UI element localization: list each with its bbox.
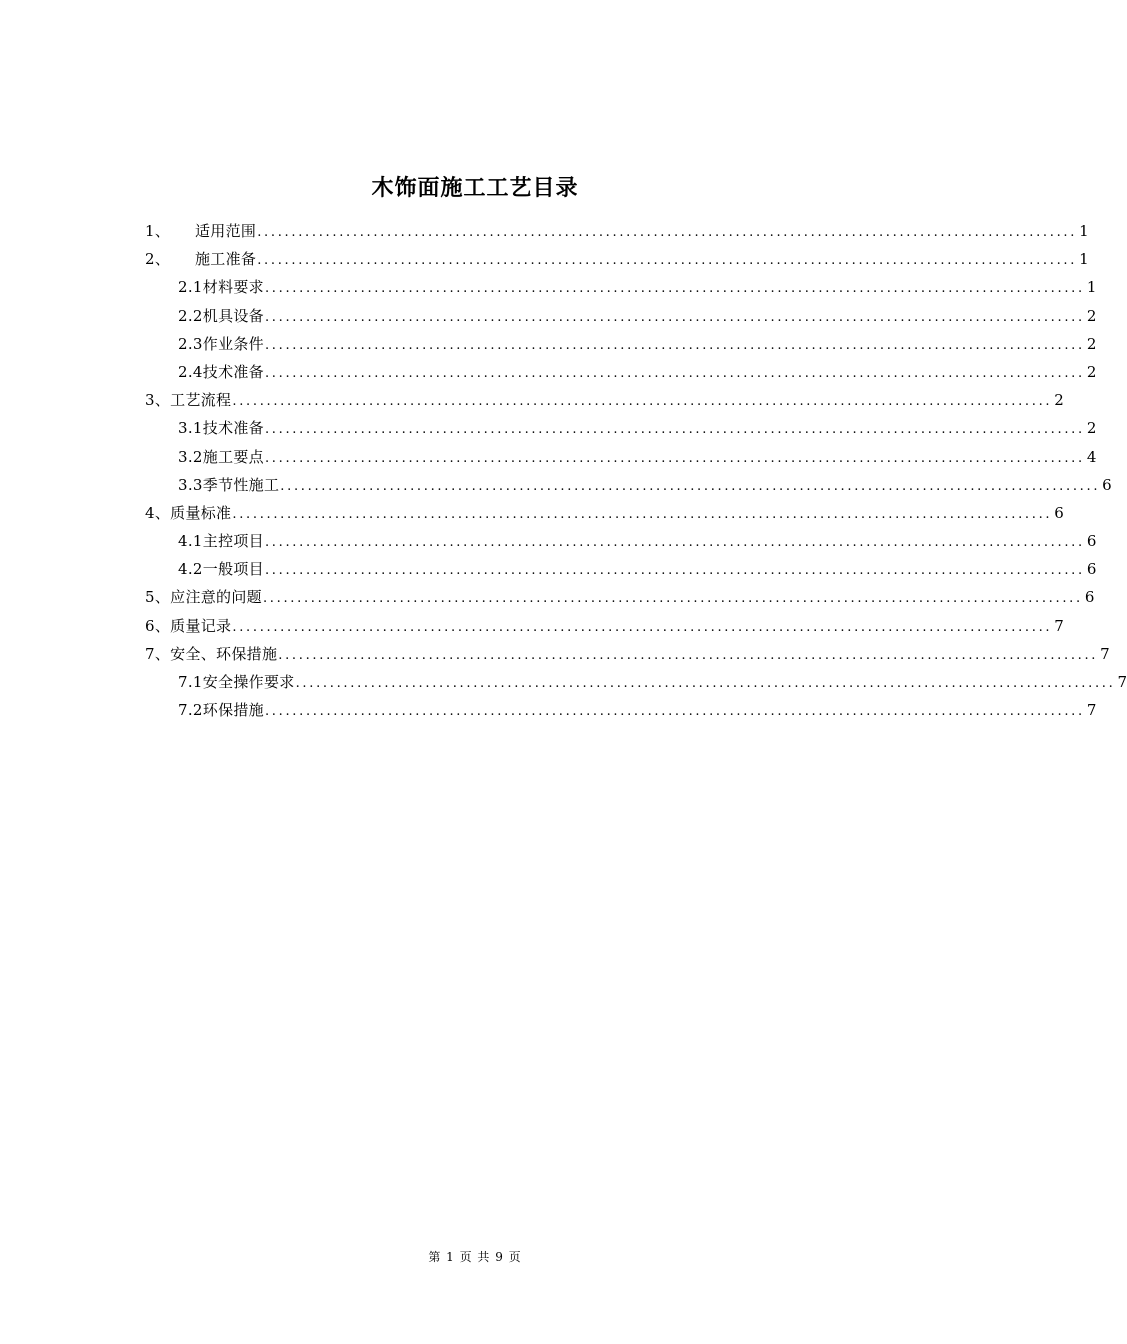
- toc-entry[interactable]: [145, 557, 1097, 585]
- toc-entry-text: 安全操作要求: [202, 673, 295, 691]
- toc-entry[interactable]: [145, 332, 1097, 360]
- toc-entry-number: 7.1: [178, 673, 203, 691]
- toc-entry-label: [178, 332, 264, 356]
- toc-entry-label: [145, 642, 277, 666]
- toc-entry-label: [145, 247, 256, 271]
- toc-page-number: 2: [1086, 362, 1097, 381]
- toc-entry[interactable]: [145, 529, 1097, 557]
- toc-dot-leader: ........................................................................................................................: [278, 647, 1099, 663]
- toc-entry-label: [178, 304, 264, 328]
- toc-dot-leader: ........................................................................................................................: [232, 619, 1053, 635]
- toc-entry-label: [178, 557, 264, 581]
- toc-entry-number: 4、: [145, 503, 171, 522]
- toc-entry-text: 技术准备: [202, 362, 264, 381]
- toc-entry-number: 3.1: [178, 419, 203, 438]
- toc-entry[interactable]: [145, 501, 1065, 529]
- page-title: 木饰面施工工艺目录: [371, 176, 579, 201]
- toc-entry-text: 季节性施工: [202, 475, 280, 494]
- toc-entry-label: [178, 445, 264, 469]
- toc-entry-number: 2、: [145, 250, 171, 269]
- toc-entry-label: [145, 614, 231, 638]
- toc-entry-text: 材料要求: [202, 278, 264, 297]
- toc-dot-leader: ........................................................................................................................: [264, 450, 1085, 466]
- toc-dot-leader: ........................................................................................................................: [264, 422, 1085, 438]
- toc-entry-text: 工艺流程: [170, 391, 232, 410]
- toc-entry-number: 2.1: [178, 278, 203, 297]
- toc-entry-label: [145, 585, 262, 609]
- toc-page-number: 6: [1086, 532, 1097, 551]
- toc-dot-leader: ........................................................................................................................: [264, 563, 1085, 579]
- toc-entry-label: [145, 501, 231, 525]
- toc-entry[interactable]: [145, 642, 1110, 670]
- toc-entry-text: 适用范围: [195, 222, 257, 240]
- toc-dot-leader: ........................................................................................................................: [295, 676, 1116, 691]
- toc-page-number: 7: [1054, 616, 1065, 635]
- toc-entry[interactable]: [145, 219, 1089, 247]
- table-of-contents: [145, 219, 1127, 726]
- toc-entry-text: 机具设备: [202, 306, 264, 325]
- toc-page-number: 6: [1084, 588, 1095, 607]
- toc-entry-number: 1、: [145, 222, 171, 240]
- toc-page-number: 1: [1079, 222, 1089, 240]
- toc-entry-number: 4.2: [178, 560, 203, 579]
- toc-entry-number: 2.3: [178, 334, 203, 353]
- toc-entry-label: [178, 670, 295, 694]
- page-footer: 第 1 页 共 9 页: [428, 1250, 522, 1264]
- toc-entry[interactable]: [145, 416, 1097, 444]
- toc-dot-leader: ........................................................................................................................: [280, 478, 1101, 494]
- toc-entry-label: [178, 360, 264, 384]
- toc-entry[interactable]: [145, 247, 1089, 275]
- toc-entry-text: 环保措施: [202, 701, 264, 720]
- toc-entry-label: [178, 698, 264, 722]
- toc-page-number: 4: [1086, 447, 1097, 466]
- toc-entry[interactable]: [145, 360, 1097, 388]
- toc-entry[interactable]: [145, 614, 1065, 642]
- toc-entry[interactable]: [145, 670, 1127, 698]
- toc-page-number: 7: [1100, 644, 1110, 663]
- toc-entry-text: 安全、环保措施: [170, 644, 278, 663]
- toc-page-number: 2: [1054, 391, 1065, 410]
- toc-page-number: 2: [1086, 334, 1097, 353]
- toc-entry[interactable]: [145, 388, 1065, 416]
- toc-dot-leader: ........................................................................................................................: [232, 394, 1053, 410]
- toc-dot-leader: ........................................................................................................................: [232, 506, 1053, 522]
- toc-entry-number: 7.2: [178, 701, 203, 720]
- toc-entry[interactable]: [145, 304, 1097, 332]
- toc-dot-leader: ........................................................................................................................: [262, 591, 1083, 607]
- toc-entry-label: [178, 416, 264, 440]
- toc-entry-text: 施工准备: [195, 250, 257, 269]
- toc-page-number: 1: [1079, 250, 1089, 269]
- toc-entry-number: 2.2: [178, 306, 203, 325]
- toc-entry-text: 施工要点: [202, 447, 264, 466]
- toc-entry[interactable]: [145, 473, 1113, 501]
- toc-dot-leader: ........................................................................................................................: [264, 281, 1085, 297]
- toc-entry-label: [178, 473, 279, 497]
- toc-entry-text: 作业条件: [202, 334, 264, 353]
- toc-page-number: 1: [1086, 278, 1097, 297]
- toc-page-number: 6: [1086, 560, 1097, 579]
- toc-dot-leader: ........................................................................................................................: [264, 365, 1085, 381]
- toc-entry-number: 7、: [145, 644, 171, 663]
- toc-page-number: 7: [1117, 673, 1127, 691]
- toc-dot-leader: ........................................................................................................................: [264, 309, 1085, 325]
- toc-entry-text: 一般项目: [202, 560, 264, 579]
- toc-entry-text: 质量标准: [170, 503, 232, 522]
- toc-entry-number: 3.3: [178, 475, 203, 494]
- toc-entry[interactable]: [145, 585, 1095, 613]
- toc-entry-text: 技术准备: [202, 419, 264, 438]
- toc-dot-leader: ........................................................................................................................: [264, 337, 1085, 353]
- toc-entry[interactable]: [145, 445, 1097, 473]
- toc-dot-leader: ........................................................................................................................: [257, 225, 1078, 240]
- toc-entry[interactable]: [145, 698, 1097, 726]
- toc-entry-number: 4.1: [178, 532, 203, 551]
- toc-page-number: 2: [1086, 419, 1097, 438]
- toc-page-number: 7: [1086, 701, 1097, 720]
- toc-entry-text: 主控项目: [202, 532, 264, 551]
- toc-page-number: 6: [1102, 475, 1113, 494]
- toc-entry-number: 3、: [145, 391, 171, 410]
- toc-entry-number: 6、: [145, 616, 171, 635]
- toc-entry-text: 应注意的问题: [170, 588, 262, 607]
- toc-page-number: 2: [1086, 306, 1097, 325]
- toc-entry-label: [178, 529, 264, 553]
- toc-entry-label: [145, 219, 256, 243]
- toc-entry-label: [178, 275, 264, 299]
- toc-dot-leader: ........................................................................................................................: [264, 704, 1085, 720]
- toc-entry-label: [145, 388, 231, 412]
- toc-entry-number: 3.2: [178, 447, 203, 466]
- toc-entry-text: 质量记录: [170, 616, 232, 635]
- toc-dot-leader: ........................................................................................................................: [257, 253, 1078, 269]
- toc-entry-number: 2.4: [178, 362, 203, 381]
- toc-dot-leader: ........................................................................................................................: [264, 535, 1085, 551]
- toc-entry-number: 5、: [145, 588, 171, 607]
- toc-page-number: 6: [1054, 503, 1065, 522]
- toc-entry[interactable]: [145, 275, 1097, 303]
